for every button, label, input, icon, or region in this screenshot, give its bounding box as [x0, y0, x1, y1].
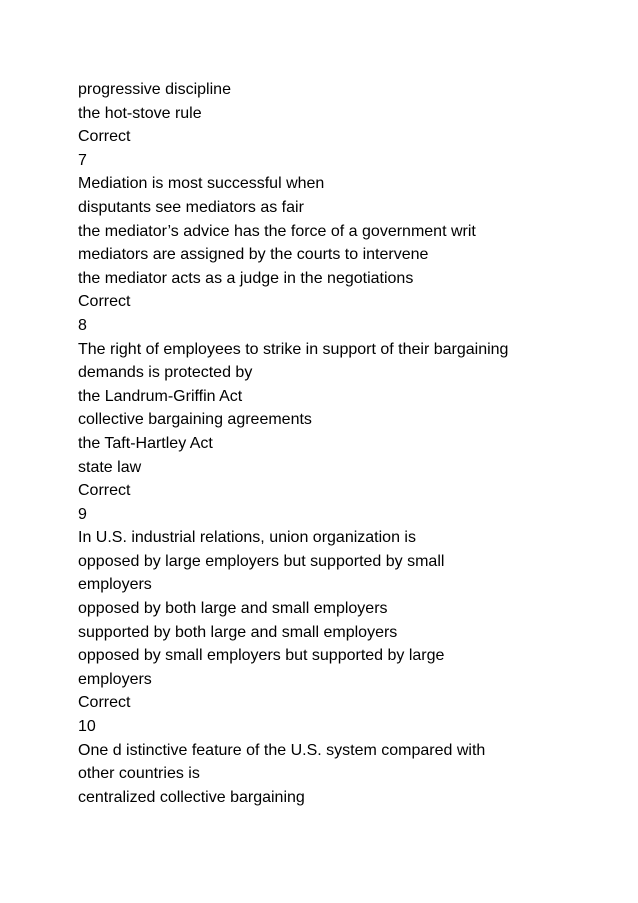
answer-option: the Taft-Hartley Act [78, 434, 213, 452]
question-text: The right of employees to strike in support of their bargaining [78, 340, 509, 358]
question-text: Mediation is most successful when [78, 175, 325, 193]
answer-option: opposed by both large and small employers [78, 600, 388, 618]
answer-option: the Landrum-Griffin Act [78, 387, 243, 405]
question-text: One d istinctive feature of the U.S. system compared with [78, 741, 486, 759]
document-page [78, 78, 598, 809]
answer-option: supported by both large and small employers [78, 623, 398, 641]
answer-option: employers [78, 576, 152, 594]
correct-label: Correct [78, 482, 131, 500]
question-text: demands is protected by [78, 364, 253, 382]
question-text: other countries is [78, 765, 200, 783]
question-number: 8 [78, 316, 87, 334]
answer-option: opposed by small employers but supported by large [78, 647, 445, 665]
answer-option: progressive discipline [78, 81, 231, 98]
answer-option: centralized collective bargaining [78, 788, 305, 806]
answer-option: state law [78, 458, 142, 476]
answer-option: opposed by large employers but supported by small [78, 552, 445, 570]
answer-option: employers [78, 670, 152, 688]
correct-label: Correct [78, 694, 131, 712]
answer-option: the mediator’s advice has the force of a government writ [78, 222, 476, 240]
correct-label: Correct [78, 128, 131, 146]
answer-option: the mediator acts as a judge in the negotiations [78, 269, 414, 287]
question-number: 10 [78, 718, 96, 736]
answer-option: mediators are assigned by the courts to intervene [78, 246, 429, 264]
question-number: 9 [78, 505, 87, 523]
question-number: 7 [78, 151, 87, 169]
question-text: In U.S. industrial relations, union organization is [78, 529, 416, 547]
correct-label: Correct [78, 293, 131, 311]
answer-option: collective bargaining agreements [78, 411, 312, 429]
answer-option: the hot-stove rule [78, 104, 202, 122]
answer-option: disputants see mediators as fair [78, 198, 304, 216]
